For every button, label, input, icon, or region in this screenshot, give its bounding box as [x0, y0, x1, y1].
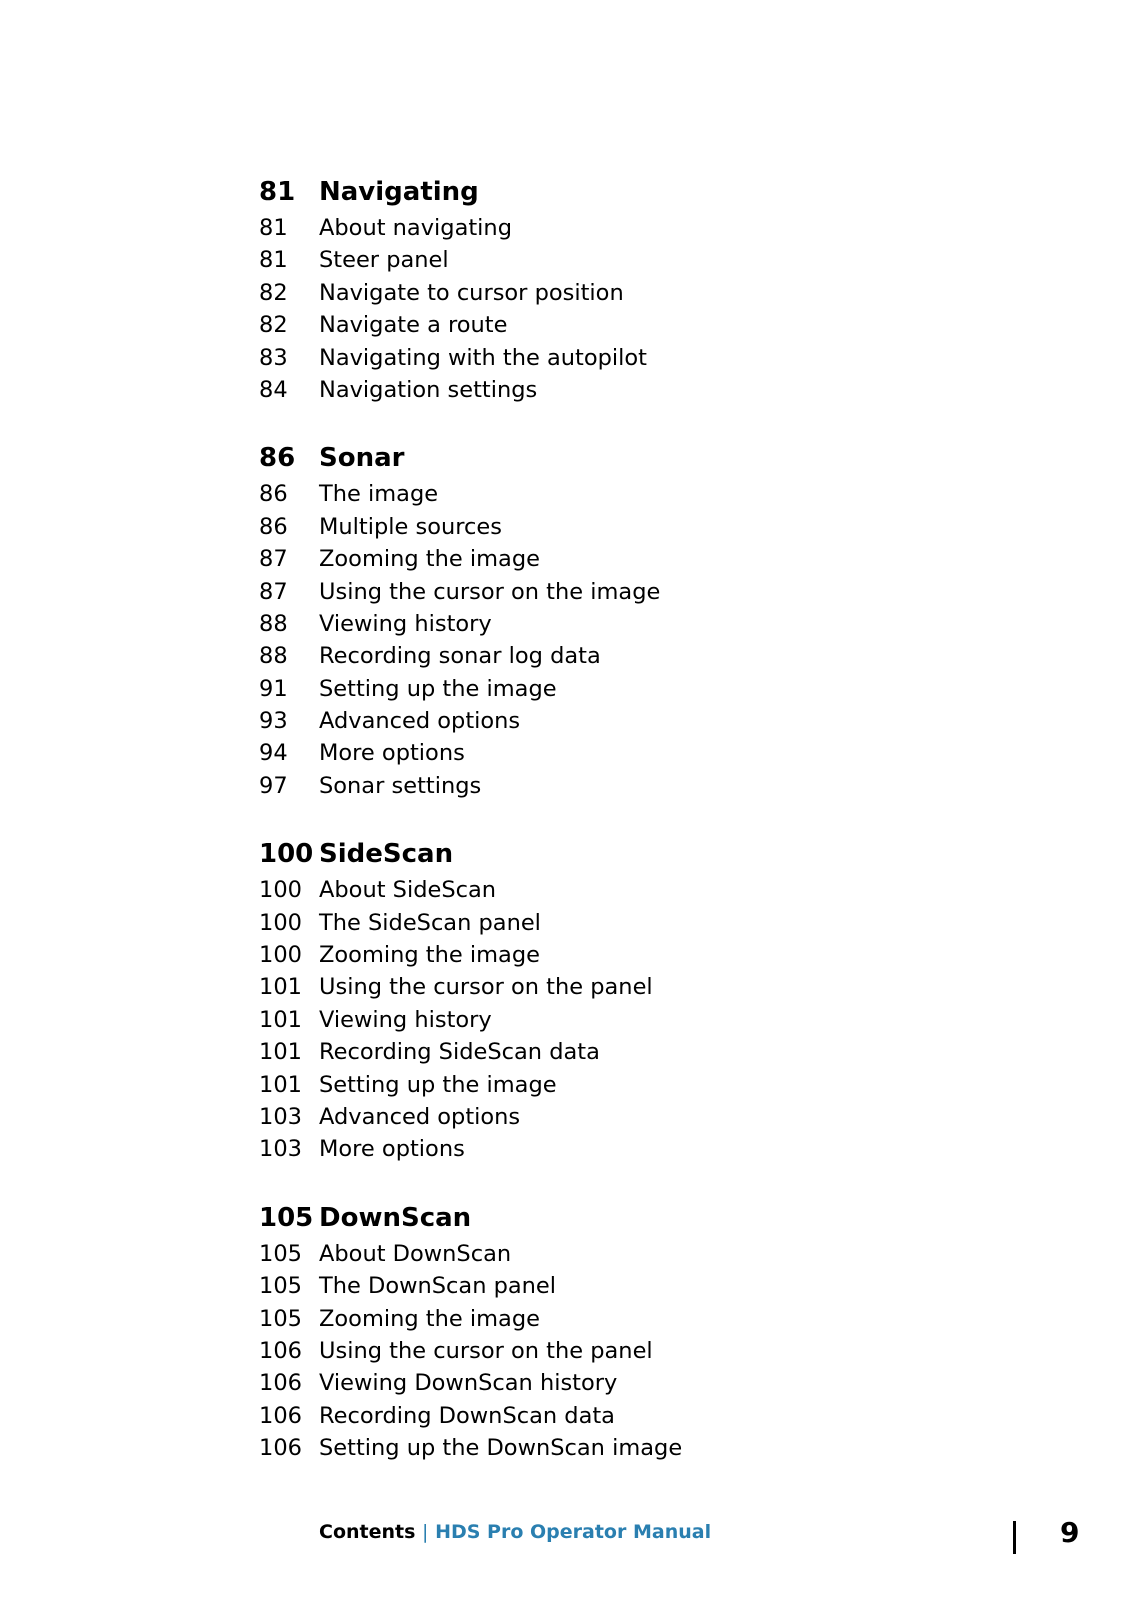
toc-section [259, 834, 979, 1166]
toc-entry[interactable] [259, 1133, 979, 1165]
toc-entry-page-number: 84 [259, 376, 288, 403]
toc-entry-title: Advanced options [319, 1103, 521, 1130]
table-of-contents [259, 172, 979, 1465]
toc-entry-page-number: 100 [259, 877, 302, 904]
toc-entry-title: Recording sonar log data [319, 643, 601, 670]
toc-entry-page-number: 81 [259, 215, 288, 241]
toc-entry-title: Advanced options [319, 708, 521, 735]
toc-entry-page-number: 106 [259, 1435, 302, 1462]
toc-entry[interactable] [259, 907, 979, 939]
toc-entry-page-number: 101 [259, 1039, 302, 1066]
toc-entry-page-number: 100 [259, 909, 302, 936]
toc-entry-title: Navigation settings [319, 376, 538, 403]
toc-section-title: Sonar [319, 443, 405, 474]
toc-entry[interactable] [259, 511, 979, 543]
page-number-rule [1013, 1521, 1016, 1554]
toc-entry[interactable] [259, 244, 979, 276]
toc-entry[interactable] [259, 1335, 979, 1367]
toc-entry-page-number: 100 [259, 942, 302, 969]
toc-entry-title: Using the cursor on the image [319, 578, 661, 605]
toc-entry-page-number: 87 [259, 578, 288, 605]
toc-entry-page-number: 103 [259, 1103, 302, 1130]
toc-entry-title: The DownScan panel [319, 1273, 557, 1300]
toc-section [259, 1198, 979, 1465]
toc-entry[interactable] [259, 1367, 979, 1399]
toc-entry-title: Viewing history [319, 610, 492, 637]
toc-section-heading[interactable] [259, 1198, 979, 1238]
toc-entry-title: Zooming the image [319, 546, 540, 573]
toc-entry-title: More options [319, 1136, 465, 1163]
toc-entry[interactable] [259, 770, 979, 802]
toc-entry[interactable] [259, 277, 979, 309]
toc-section-page-number: 100 [259, 839, 314, 870]
toc-entry-title: About SideScan [319, 877, 497, 904]
toc-entry-page-number: 83 [259, 344, 288, 371]
toc-entry[interactable] [259, 971, 979, 1003]
toc-entry-page-number: 97 [259, 772, 288, 799]
toc-entry-title: Navigating with the autopilot [319, 344, 647, 371]
toc-entry[interactable] [259, 478, 979, 510]
toc-entry-page-number: 101 [259, 974, 302, 1001]
toc-entry-title: Using the cursor on the panel [319, 1337, 653, 1364]
toc-entry-title: Recording SideScan data [319, 1039, 600, 1066]
toc-entry-title: Sonar settings [319, 772, 482, 799]
toc-entry-page-number: 86 [259, 513, 288, 540]
toc-entry-page-number: 93 [259, 708, 288, 735]
toc-entry-page-number: 88 [259, 610, 288, 637]
toc-entry[interactable] [259, 939, 979, 971]
toc-entry[interactable] [259, 576, 979, 608]
toc-section-title: Navigating [319, 177, 479, 207]
toc-entry[interactable] [259, 608, 979, 640]
toc-section-heading[interactable] [259, 172, 979, 212]
toc-entry-title: The image [319, 481, 439, 508]
toc-entry-title: The SideScan panel [319, 909, 541, 936]
footer-section-label: Contents [319, 1521, 416, 1543]
toc-entry[interactable] [259, 874, 979, 906]
toc-entry[interactable] [259, 309, 979, 341]
toc-entry-title: Zooming the image [319, 1305, 540, 1332]
toc-entry-page-number: 91 [259, 675, 288, 702]
toc-entry-title: Recording DownScan data [319, 1402, 615, 1429]
toc-entry-page-number: 82 [259, 279, 288, 306]
toc-entry[interactable] [259, 212, 979, 244]
toc-section-heading[interactable] [259, 438, 979, 478]
toc-entry-title: About DownScan [319, 1240, 512, 1267]
toc-entry-title: Navigate a route [319, 312, 508, 339]
toc-entry-title: Viewing history [319, 1006, 492, 1033]
toc-entry-title: About navigating [319, 215, 512, 241]
toc-section-page-number: 86 [259, 443, 296, 474]
toc-entry[interactable] [259, 543, 979, 575]
toc-entry[interactable] [259, 374, 979, 406]
toc-section-page-number: 105 [259, 1202, 314, 1233]
toc-entry[interactable] [259, 1004, 979, 1036]
toc-entry-title: Setting up the image [319, 675, 557, 702]
toc-entry[interactable] [259, 640, 979, 672]
toc-entry[interactable] [259, 1101, 979, 1133]
toc-entry[interactable] [259, 1432, 979, 1464]
toc-entry-page-number: 88 [259, 643, 288, 670]
toc-section [259, 172, 979, 406]
toc-entry-title: Setting up the image [319, 1071, 557, 1098]
toc-entry[interactable] [259, 1069, 979, 1101]
toc-entry-title: Navigate to cursor position [319, 279, 624, 306]
toc-entry-page-number: 101 [259, 1071, 302, 1098]
toc-entry-page-number: 105 [259, 1240, 302, 1267]
toc-entry-page-number: 101 [259, 1006, 302, 1033]
footer-separator: | [422, 1521, 429, 1543]
toc-entry-title: Steer panel [319, 247, 449, 274]
toc-entry-page-number: 106 [259, 1337, 302, 1364]
toc-section-heading[interactable] [259, 834, 979, 874]
toc-entry[interactable] [259, 342, 979, 374]
toc-entry[interactable] [259, 705, 979, 737]
toc-entry[interactable] [259, 1270, 979, 1302]
toc-section-title: DownScan [319, 1202, 472, 1233]
toc-entry-page-number: 105 [259, 1305, 302, 1332]
toc-entry-page-number: 103 [259, 1136, 302, 1163]
toc-section-title: SideScan [319, 839, 454, 870]
toc-entry-title: Using the cursor on the panel [319, 974, 653, 1001]
toc-entry-page-number: 106 [259, 1370, 302, 1397]
toc-entry-page-number: 81 [259, 247, 288, 274]
toc-entry-page-number: 87 [259, 546, 288, 573]
toc-entry[interactable] [259, 1400, 979, 1432]
toc-entry-page-number: 82 [259, 312, 288, 339]
toc-entry-page-number: 105 [259, 1273, 302, 1300]
toc-entry-page-number: 106 [259, 1402, 302, 1429]
toc-entry-page-number: 86 [259, 481, 288, 508]
toc-entry-title: Multiple sources [319, 513, 502, 540]
page-footer [319, 1521, 711, 1543]
toc-entry[interactable] [259, 673, 979, 705]
toc-entry-title: Zooming the image [319, 942, 540, 969]
toc-section [259, 438, 979, 802]
page-number: 9 [1060, 1516, 1080, 1549]
toc-entry-page-number: 94 [259, 740, 288, 767]
toc-entry[interactable] [259, 737, 979, 769]
toc-entry-title: Setting up the DownScan image [319, 1435, 683, 1462]
footer-manual-title: HDS Pro Operator Manual [435, 1521, 712, 1543]
toc-section-page-number: 81 [259, 177, 296, 207]
toc-entry-title: Viewing DownScan history [319, 1370, 618, 1397]
toc-entry[interactable] [259, 1238, 979, 1270]
toc-entry-title: More options [319, 740, 465, 767]
toc-entry[interactable] [259, 1036, 979, 1068]
toc-entry[interactable] [259, 1303, 979, 1335]
